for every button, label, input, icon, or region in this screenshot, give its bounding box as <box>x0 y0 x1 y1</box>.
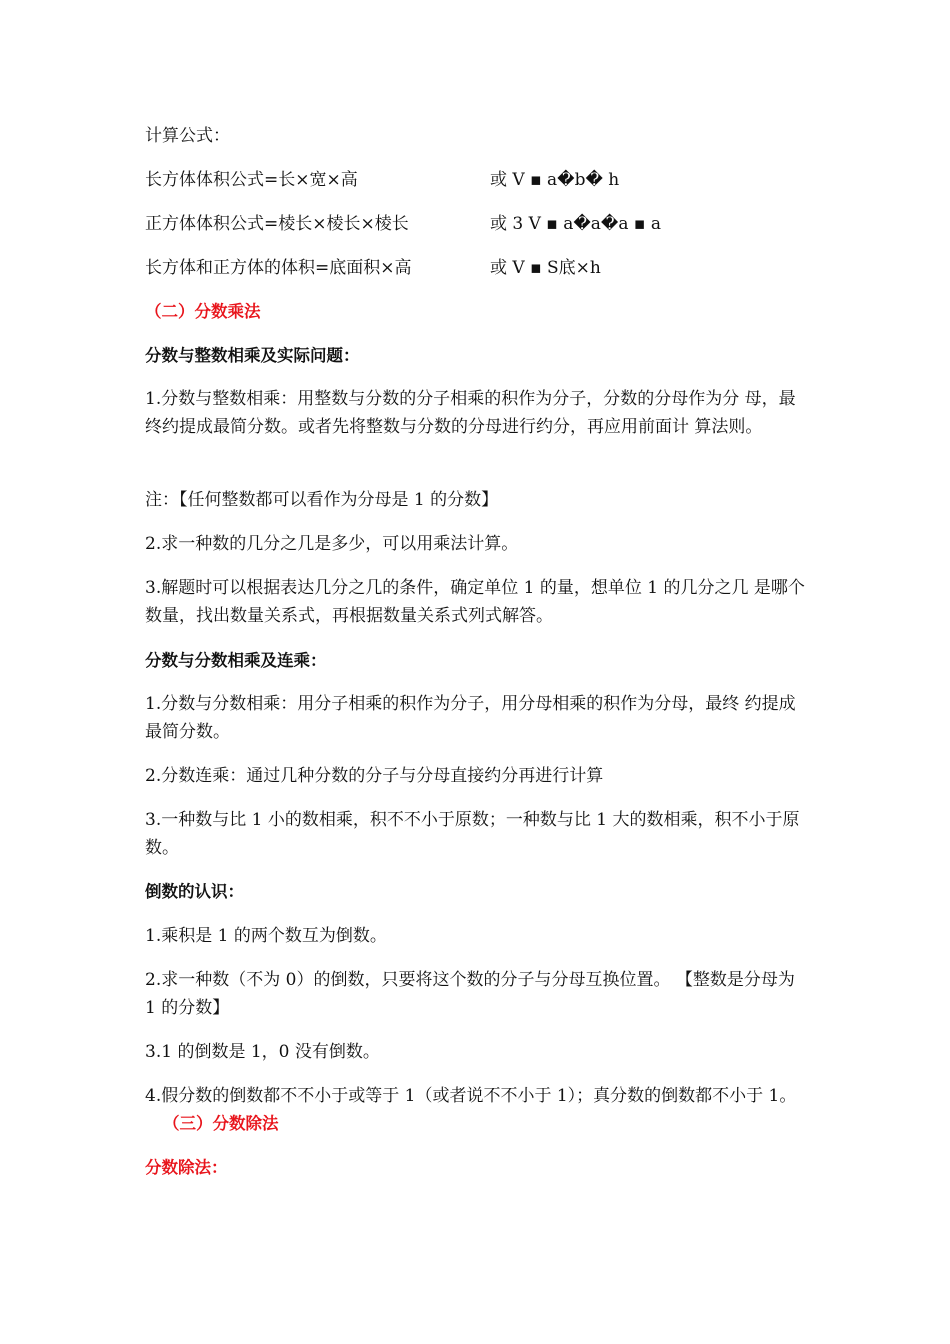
formula-heading: 计算公式： <box>145 126 230 146</box>
paragraph-with-section-title <box>145 1082 810 1138</box>
section-title-fraction-division: （三）分数除法 <box>163 1114 279 1133</box>
formula-volume-left: 长方体和正方体的体积=底面积×高 <box>145 258 412 278</box>
paragraph: 3.一种数与比 1 小的数相乘，积不不小于原数；一种数与比 1 大的数相乘，积不小于原 数。 <box>145 810 800 858</box>
paragraph: 2.分数连乘：通过几种分数的分子与分母直接约分再进行计算 <box>145 766 604 786</box>
formula-cuboid-left: 长方体体积公式=长×宽×高 <box>145 170 358 190</box>
formula-cube-left: 正方体体积公式=棱长×棱长×棱长 <box>145 214 409 234</box>
paragraph-text: 4.假分数的倒数都不不小于或等于 1（或者说不不小于 1）；真分数的倒数都不小于 1。 <box>145 1086 797 1106</box>
formula-cube-right: 或 3 V ▪ a�a�a ▪ a <box>490 214 661 234</box>
note: 注：【任何整数都可以看作为分母是 1 的分数】 <box>145 490 499 510</box>
subheading-fraction-times-integer: 分数与整数相乘及实际问题： <box>145 346 360 365</box>
formula-volume-right: 或 V ▪ S底×h <box>490 258 601 278</box>
subheading-fraction-division: 分数除法： <box>145 1158 228 1177</box>
subheading-reciprocal: 倒数的认识： <box>145 882 244 901</box>
formula-cuboid-right: 或 V ▪ a�b� h <box>490 170 620 190</box>
paragraph: 2.求一种数的几分之几是多少，可以用乘法计算。 <box>145 534 519 554</box>
subheading-fraction-times-fraction: 分数与分数相乘及连乘： <box>145 651 327 670</box>
paragraph: 1.分数与整数相乘：用整数与分数的分子相乘的积作为分子，分数的分母作为分 母，最终约提成最简分数。或者先将整数与分数的分母进行约分，再应用前面计 算法则。 <box>145 389 796 437</box>
section-title-fraction-multiplication: （二）分数乘法 <box>145 302 261 321</box>
paragraph: 3.1 的倒数是 1，0 没有倒数。 <box>145 1042 380 1062</box>
paragraph: 2.求一种数（不为 0）的倒数，只要将这个数的分子与分母互换位置。 【整数是分母为 1 的分数】 <box>145 970 795 1018</box>
paragraph: 1.乘积是 1 的两个数互为倒数。 <box>145 926 387 946</box>
paragraph: 1.分数与分数相乘：用分子相乘的积作为分子，用分母相乘的积作为分母，最终 约提成最简分数。 <box>145 694 796 742</box>
paragraph: 3.解题时可以根据表达几分之几的条件，确定单位 1 的量，想单位 1 的几分之几 是哪个数量，找出数量关系式，再根据数量关系式列式解答。 <box>145 578 805 626</box>
